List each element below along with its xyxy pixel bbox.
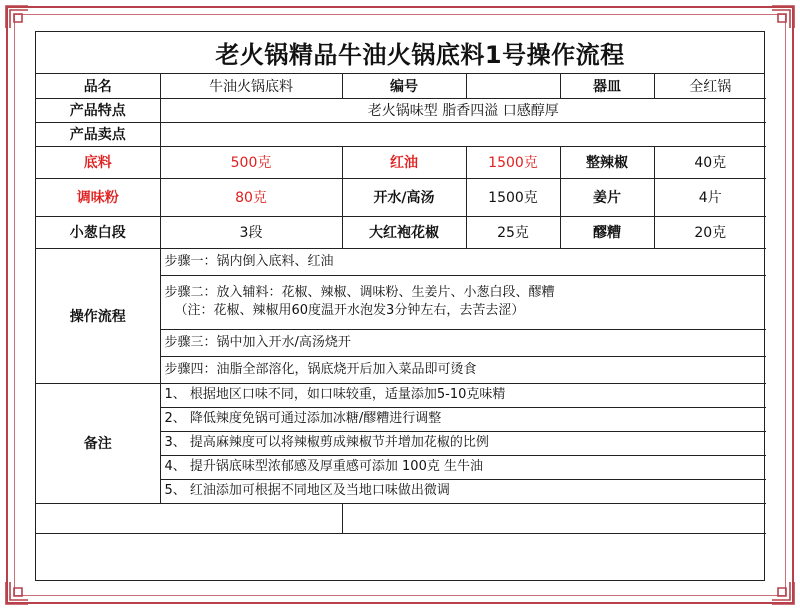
scallion-value: 3段: [160, 216, 342, 248]
scallion-label: 小葱白段: [36, 216, 160, 248]
peppercorn-value: 25克: [466, 216, 560, 248]
corner-ornament-icon: [4, 4, 30, 30]
note-item-4: 4、 提升锅底味型浓郁感及厚重感可添加 100克 生牛油: [160, 455, 766, 479]
table-row: [36, 503, 766, 533]
note-item-1: 1、 根据地区口味不同，如口味较重，适量添加5-10克味精: [160, 383, 766, 407]
note-item-2: 2、 降低辣度免锅可通过添加冰糖/醪糟进行调整: [160, 407, 766, 431]
peppercorn-label: 大红袍花椒: [342, 216, 466, 248]
fermented-rice-value: 20克: [654, 216, 766, 248]
process-label: 操作流程: [36, 248, 160, 383]
note-item-3: 3、 提高麻辣度可以将辣椒剪成辣椒节并增加花椒的比例: [160, 431, 766, 455]
ginger-label: 姜片: [560, 178, 654, 216]
code-label: 编号: [342, 74, 466, 98]
water-stock-label: 开水/高汤: [342, 178, 466, 216]
red-oil-value: 1500克: [466, 146, 560, 178]
product-name-label: 品名: [36, 74, 160, 98]
table-row: [36, 146, 766, 178]
whole-chili-value: 40克: [654, 146, 766, 178]
notes-label: 备注: [36, 383, 160, 503]
red-oil-label: 红油: [342, 146, 466, 178]
fermented-rice-label: 醪糟: [560, 216, 654, 248]
table-row: [36, 383, 766, 407]
corner-ornament-icon: [4, 580, 30, 606]
seasoning-label: 调味粉: [36, 178, 160, 216]
vessel-value: 全红锅: [654, 74, 766, 98]
table-row: [36, 74, 766, 98]
process-step-4: 步骤四：油脂全部溶化，锅底烧开后加入菜品即可烫食: [160, 356, 766, 383]
empty-cell: [36, 503, 342, 533]
water-stock-value: 1500克: [466, 178, 560, 216]
process-step-2-note: （注：花椒、辣椒用60度温开水泡发3分钟左右，去苦去涩）: [174, 303, 525, 318]
whole-chili-label: 整辣椒: [560, 146, 654, 178]
process-step-3: 步骤三：锅中加入开水/高汤烧开: [160, 329, 766, 356]
base-label: 底料: [36, 146, 160, 178]
process-sheet: [35, 31, 765, 581]
table-row: [36, 248, 766, 275]
ginger-value: 4片: [654, 178, 766, 216]
corner-ornament-icon: [770, 4, 796, 30]
document-title: 老火锅精品牛油火锅底料1号操作流程: [36, 32, 764, 74]
code-value: [466, 74, 560, 98]
features-label: 产品特点: [36, 98, 160, 122]
product-name-value: 牛油火锅底料: [160, 74, 342, 98]
process-step-2-main: 步骤二：放入辅料：花椒、辣椒、调味粉、生姜片、小葱白段、醪糟: [164, 285, 555, 300]
base-value: 500克: [160, 146, 342, 178]
selling-points-label: 产品卖点: [36, 122, 160, 146]
vessel-label: 器皿: [560, 74, 654, 98]
corner-ornament-icon: [770, 580, 796, 606]
process-step-1: 步骤一：锅内倒入底料、红油: [160, 248, 766, 275]
note-item-5: 5、 红油添加可根据不同地区及当地口味做出微调: [160, 479, 766, 503]
seasoning-value: 80克: [160, 178, 342, 216]
empty-cell: [342, 503, 766, 533]
table-row: [36, 216, 766, 248]
process-step-2: [160, 275, 766, 329]
selling-points-value: [160, 122, 766, 146]
features-value: 老火锅味型 脂香四溢 口感醇厚: [160, 98, 766, 122]
recipe-table: [36, 74, 766, 534]
table-row: [36, 122, 766, 146]
table-row: [36, 178, 766, 216]
table-row: [36, 98, 766, 122]
